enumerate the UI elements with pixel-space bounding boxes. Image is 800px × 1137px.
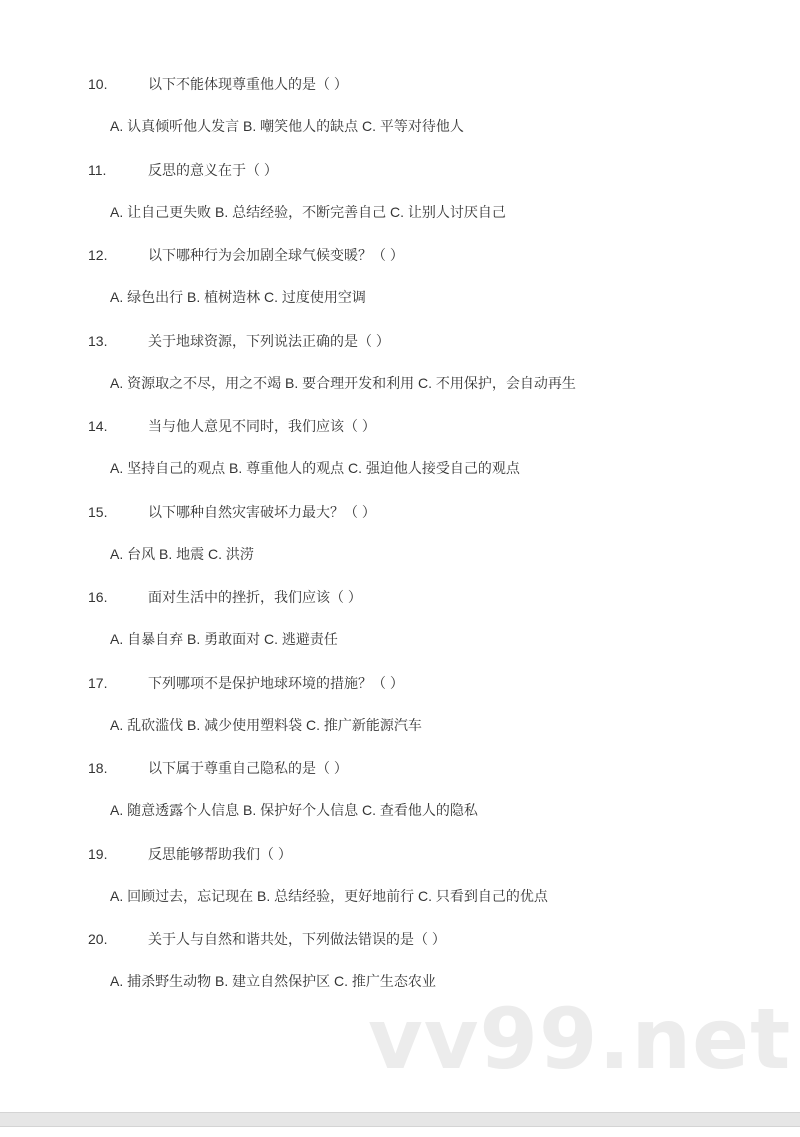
question-options: A. 捕杀野生动物 B. 建立自然保护区 C. 推广生态农业	[110, 973, 436, 989]
question-14	[88, 417, 376, 435]
question-12	[88, 246, 404, 264]
question-options: A. 绿色出行 B. 植树造林 C. 过度使用空调	[110, 289, 366, 305]
question-number: 10.	[88, 76, 108, 92]
question-options: A. 坚持自己的观点 B. 尊重他人的观点 C. 强迫他人接受自己的观点	[110, 460, 520, 476]
question-text: 面对生活中的挫折，我们应该（ ）	[148, 589, 362, 605]
question-text: 以下属于尊重自己隐私的是（ ）	[148, 760, 348, 776]
watermark: vv99.net	[368, 990, 792, 1088]
question-19	[88, 845, 292, 863]
question-options: A. 自暴自弃 B. 勇敢面对 C. 逃避责任	[110, 631, 338, 647]
question-number: 20.	[88, 931, 108, 947]
question-text: 关于地球资源，下列说法正确的是（ ）	[148, 332, 390, 349]
question-text: 下列哪项不是保护地球环境的措施？（ ）	[148, 674, 404, 691]
question-15	[88, 503, 376, 521]
question-number: 14.	[88, 418, 108, 434]
question-text: 关于人与自然和谐共处，下列做法错误的是（ ）	[148, 931, 446, 947]
question-number: 13.	[88, 332, 108, 349]
question-text: 以下哪种自然灾害破坏力最大？（ ）	[148, 503, 376, 520]
question-options: A. 让自己更失败 B. 总结经验，不断完善自己 C. 让别人讨厌自己	[110, 203, 506, 220]
question-11	[88, 161, 278, 179]
question-10	[88, 75, 348, 93]
question-13	[88, 332, 390, 350]
question-number: 18.	[88, 760, 108, 776]
question-options: A. 乱砍滥伐 B. 减少使用塑料袋 C. 推广新能源汽车	[110, 716, 422, 733]
horizontal-scrollbar[interactable]	[0, 1112, 800, 1127]
question-text: 以下不能体现尊重他人的是（ ）	[148, 76, 348, 92]
question-number: 16.	[88, 589, 108, 605]
question-number: 12.	[88, 247, 108, 263]
question-18	[88, 759, 348, 777]
question-number: 11.	[88, 161, 107, 178]
question-options: A. 资源取之不尽，用之不竭 B. 要合理开发和利用 C. 不用保护，会自动再生	[110, 374, 576, 391]
question-text: 反思的意义在于（ ）	[148, 161, 278, 178]
question-text: 当与他人意见不同时，我们应该（ ）	[148, 418, 376, 434]
question-options: A. 台风 B. 地震 C. 洪涝	[110, 545, 254, 562]
question-options: A. 回顾过去，忘记现在 B. 总结经验，更好地前行 C. 只看到自己的优点	[110, 887, 548, 904]
question-20	[88, 930, 446, 948]
question-17	[88, 674, 404, 692]
question-text: 以下哪种行为会加剧全球气候变暖？（ ）	[148, 247, 404, 263]
question-options: A. 随意透露个人信息 B. 保护好个人信息 C. 查看他人的隐私	[110, 802, 478, 818]
question-16	[88, 588, 362, 606]
question-number: 19.	[88, 845, 108, 862]
question-number: 17.	[88, 674, 108, 691]
question-options: A. 认真倾听他人发言 B. 嘲笑他人的缺点 C. 平等对待他人	[110, 118, 464, 134]
question-number: 15.	[88, 503, 108, 520]
question-text: 反思能够帮助我们（ ）	[148, 845, 292, 862]
